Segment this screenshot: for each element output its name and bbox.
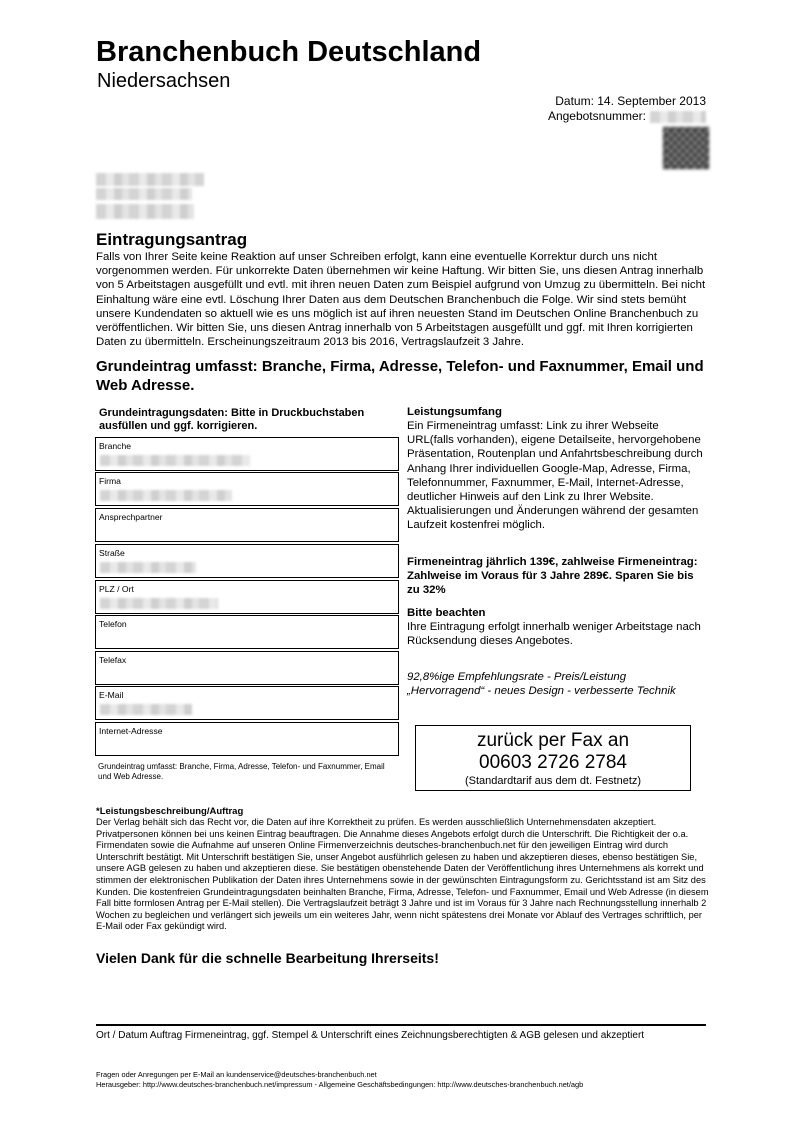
form-heading: Grundeintragungsdaten: Bitte in Druckbuchstaben ausfüllen und ggf. korrigieren. [99, 407, 365, 432]
field-value-redacted [100, 562, 196, 573]
field-value-redacted [100, 704, 192, 715]
footer-contact: Fragen oder Anregungen per E-Mail an kundenservice@deutsches-branchenbuch.net [96, 1070, 377, 1079]
field-plz-ort[interactable] [95, 580, 399, 614]
fax-number: 00603 2726 2784 [479, 752, 627, 773]
section-heading-antrag: Eintragungsantrag [96, 230, 248, 249]
qr-code-redacted [663, 127, 709, 169]
field-email[interactable] [95, 686, 399, 720]
thanks-text: Vielen Dank für die schnelle Bearbeitung Ihrerseits! [96, 950, 439, 966]
rating-line-2: „Hervorragend“ - neues Design - verbesserte Technik [407, 685, 676, 697]
field-telefax[interactable] [95, 651, 399, 685]
footer-publisher: Herausgeber: http://www.deutsches-branchenbuch.net/impressum - Allgemeine Geschäftsbedingungen: http://www.deutsches-branchenbuch.net/agb [96, 1079, 584, 1089]
offer-number-label: Angebotsnummer: [547, 109, 646, 123]
recipient-address-redacted-3 [96, 204, 194, 219]
field-label: PLZ / Ort [99, 584, 134, 594]
meta-block [548, 94, 706, 124]
field-label: Telefon [99, 619, 127, 629]
field-ansprechpartner[interactable] [95, 508, 399, 542]
footer [96, 1070, 583, 1089]
price-text: Firmeneintrag jährlich 139€, zahlweise Firmeneintrag: Zahlweise im Voraus für 3 Jahre 289€. Sparen Sie bis zu 32% [407, 556, 698, 597]
field-telefon[interactable] [95, 615, 399, 649]
field-label: Firma [99, 476, 121, 486]
note-heading: Bitte beachten [407, 607, 486, 619]
field-value-redacted [100, 490, 232, 501]
fax-line: zurück per Fax an [476, 730, 630, 751]
offer-number-row [548, 109, 706, 124]
date-label: Datum: 14. September 2013 [555, 94, 706, 108]
field-label: Straße [99, 548, 125, 558]
signature-label: Ort / Datum Auftrag Firmeneintrag, ggf. Stempel & Unterschrift eines Zeichnungsberechtigten & AGB gelesen und akzeptiert [96, 1030, 645, 1041]
note-text: Ihre Eintragung erfolgt innerhalb weniger Arbeitstage nach Rücksendung dieses Angebotes. [407, 621, 701, 648]
leistung-text: Ein Firmeneintrag umfasst: Link zu ihrer Webseite URL(falls vorhanden), eigene Detailseite, hervorgehobene Präsentation, Routenplan und Anfahrtsbeschreibung durch Anhang Ihrer individuellen Google-Map, Adresse, Firma, Telefonnummer, Faxnummer, E-Mail, Internet-Adresse, deutlicher Hinweis auf den Link zu Ihrer Website. Aktualisierungen und Änderungen während der gesamten Laufzeit kostenfrei möglich. [407, 420, 703, 532]
recipient-address-redacted-1 [96, 173, 204, 186]
recipient-address-redacted-2 [96, 188, 192, 200]
fax-box [415, 725, 691, 791]
field-label: Branche [99, 441, 132, 451]
rating-line-1: 92,8%ige Empfehlungsrate - Preis/Leistung [407, 671, 627, 683]
field-label: E-Mail [99, 690, 124, 700]
document-title: Branchenbuch Deutschland [96, 36, 482, 68]
intro-paragraph: Falls von Ihrer Seite keine Reaktion auf unser Schreiben erfolgt, kann eine eventuelle Korrektur durch uns nicht vorgenommen werden. Für unkorrekte Daten übernehmen wir keine Haftung. Wir bitten Sie, uns diesen Antrag innerhalb von 5 Arbeitstagen ausgefüllt und evtl. mit ihren neuen Daten zum Beispiel aufgrund von Umzug zu übermitteln. Bei nicht Einhaltung wäre eine evtl. Löschung Ihrer Daten aus dem Deutschen Branchenbuch die Folge. Wir sind stets bemüht unsere Kundendaten so aktuell wie es uns möglich ist auf ihren neuesten Stand im Deutschen Online Branchenbuch zu veröffentlichen. Wir bitten Sie, uns diesen Antrag innerhalb von 5 Arbeitstagen ausgefüllt und ggf. mit Ihren korrigierten Daten zu übermitteln. Erscheinungszeitraum 2013 bis 2016, Vertragslaufzeit 3 Jahre. [96, 251, 706, 349]
field-strasse[interactable] [95, 544, 399, 578]
field-value-redacted [100, 455, 250, 466]
terms-heading: *Leistungsbeschreibung/Auftrag [96, 806, 244, 817]
offer-number-redacted [650, 111, 706, 123]
document-subtitle: Niedersachsen [97, 70, 231, 92]
field-label: Ansprechpartner [99, 512, 163, 522]
field-branche[interactable] [95, 437, 399, 471]
leistung-heading: Leistungsumfang [407, 406, 502, 418]
fax-note: (Standardtarif aus dem dt. Festnetz) [464, 775, 642, 787]
grundeintrag-heading: Grundeintrag umfasst: Branche, Firma, Adresse, Telefon- und Faxnummer, Email und Web Adresse. [96, 358, 704, 394]
field-value-redacted [100, 598, 218, 609]
terms-text: Der Verlag behält sich das Recht vor, die Daten auf ihre Korrektheit zu prüfen. Es werden ausschließlich Unternehmensdaten akzeptiert. Privatpersonen können bei uns keinen Eintrag beauftragen. Die Annahme dieses Angebots erfolgt durch die Unterschrift. Die Richtigkeit der o.a. Firmendaten sowie die Aufnahme auf unseren Online Firmenverzeichnis deutsches-branchenbuch.net für den jeweiligen Eintrag wird durch Unterschrift bestätigt. Mit Unterschrift bestätigen Sie, unser Angebot ausführlich gelesen zu haben und akzeptieren dieses, ebenso bestätigen Sie, unsere AGB gelesen zu haben und akzeptieren diese. Sie bestätigen obenstehende Daten der Veröffentlichung ihres Unternehmens als korrekt und stimmen der elektronischen Publikation der Daten ihres Unternehmens sowie in der gewünschten Eintragungsform zu. Gerichtsstand ist am Sitz des Kunden. Die kostenfreien Grundeintragungsdaten beinhalten Branche, Firma, Adresse, Telefon- und Faxnummer, Email und Web Adresse (in diesem Fall bitte formlosen Antrag per E-Mail stellen). Die Vertragslaufzeit beträgt 3 Jahre und ist im Voraus für 3 Jahre nach Rechnungsstellung innerhalb 2 Wochen zu begleichen und verlängert sich jeweils um ein weiteres Jahr, wenn nicht spätestens drei Monate vor Ablauf des Vertrages schriftlich, per E-Mail oder Fax gekündigt wird. [96, 817, 709, 932]
field-label: Telefax [99, 655, 127, 665]
field-internet-adresse[interactable] [95, 722, 399, 756]
field-firma[interactable] [95, 472, 399, 506]
signature-line [96, 1024, 706, 1026]
field-label: Internet-Adresse [99, 726, 163, 736]
form-note: Grundeintrag umfasst: Branche, Firma, Adresse, Telefon- und Faxnummer, Email und Web Adresse. [98, 762, 385, 781]
